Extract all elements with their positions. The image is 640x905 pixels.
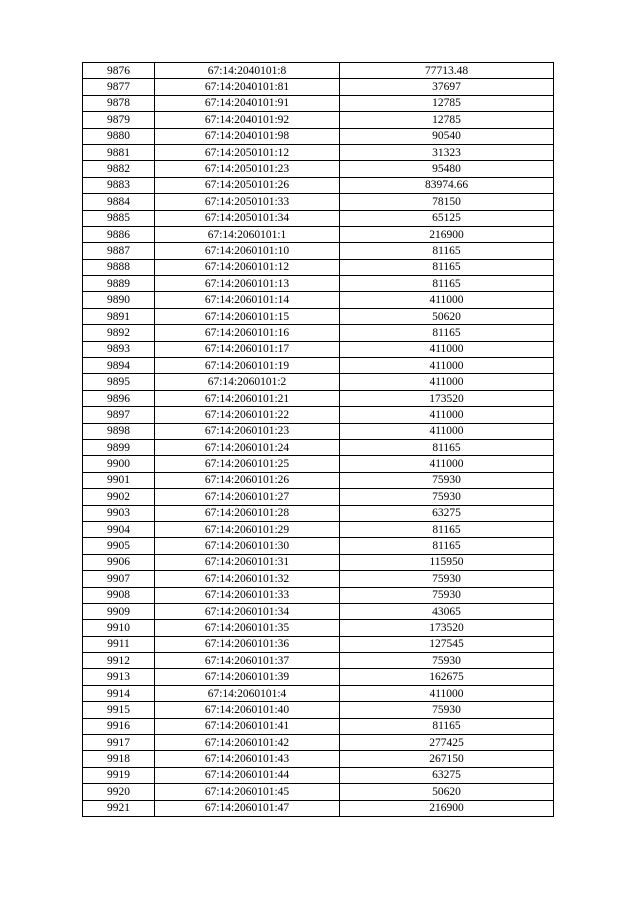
value-cell: 173520 [340, 620, 554, 636]
row-number-cell: 9888 [83, 259, 155, 275]
cadastral-number-cell: 67:14:2060101:40 [155, 702, 340, 718]
table-row [83, 423, 554, 439]
cadastral-number-cell: 67:14:2060101:45 [155, 784, 340, 800]
value-cell: 12785 [340, 95, 554, 111]
table-row [83, 308, 554, 324]
value-cell: 411000 [340, 292, 554, 308]
row-number-cell: 9912 [83, 653, 155, 669]
row-number-cell: 9876 [83, 63, 155, 79]
row-number-cell: 9877 [83, 79, 155, 95]
value-cell: 63275 [340, 505, 554, 521]
value-cell: 411000 [340, 423, 554, 439]
cadastral-number-cell: 67:14:2060101:22 [155, 407, 340, 423]
cadastral-value-table [82, 62, 554, 817]
value-cell: 77713.48 [340, 63, 554, 79]
value-cell: 162675 [340, 669, 554, 685]
table-row [83, 636, 554, 652]
table-row [83, 603, 554, 619]
row-number-cell: 9901 [83, 472, 155, 488]
row-number-cell: 9890 [83, 292, 155, 308]
cadastral-number-cell: 67:14:2060101:28 [155, 505, 340, 521]
cadastral-number-cell: 67:14:2040101:98 [155, 128, 340, 144]
table-row [83, 669, 554, 685]
cadastral-number-cell: 67:14:2060101:41 [155, 718, 340, 734]
row-number-cell: 9908 [83, 587, 155, 603]
row-number-cell: 9889 [83, 276, 155, 292]
cadastral-number-cell: 67:14:2060101:37 [155, 653, 340, 669]
row-number-cell: 9896 [83, 390, 155, 406]
table-row [83, 144, 554, 160]
row-number-cell: 9898 [83, 423, 155, 439]
value-cell: 75930 [340, 472, 554, 488]
table-row [83, 702, 554, 718]
cadastral-number-cell: 67:14:2060101:31 [155, 554, 340, 570]
cadastral-number-cell: 67:14:2060101:24 [155, 439, 340, 455]
table-row [83, 718, 554, 734]
table-row [83, 243, 554, 259]
table-row [83, 341, 554, 357]
row-number-cell: 9879 [83, 112, 155, 128]
cadastral-number-cell: 67:14:2040101:91 [155, 95, 340, 111]
row-number-cell: 9905 [83, 538, 155, 554]
table-row [83, 292, 554, 308]
cadastral-number-cell: 67:14:2060101:35 [155, 620, 340, 636]
cadastral-number-cell: 67:14:2050101:12 [155, 144, 340, 160]
table-row [83, 456, 554, 472]
cadastral-number-cell: 67:14:2060101:27 [155, 489, 340, 505]
table-row [83, 554, 554, 570]
cadastral-number-cell: 67:14:2060101:29 [155, 521, 340, 537]
table-row [83, 194, 554, 210]
table-row [83, 276, 554, 292]
row-number-cell: 9894 [83, 358, 155, 374]
value-cell: 81165 [340, 325, 554, 341]
table-row [83, 800, 554, 816]
table-row [83, 325, 554, 341]
value-cell: 216900 [340, 226, 554, 242]
table-row [83, 571, 554, 587]
value-cell: 83974.66 [340, 177, 554, 193]
cadastral-number-cell: 67:14:2050101:33 [155, 194, 340, 210]
row-number-cell: 9903 [83, 505, 155, 521]
row-number-cell: 9893 [83, 341, 155, 357]
row-number-cell: 9909 [83, 603, 155, 619]
table-row [83, 390, 554, 406]
value-cell: 78150 [340, 194, 554, 210]
cadastral-number-cell: 67:14:2060101:23 [155, 423, 340, 439]
cadastral-number-cell: 67:14:2060101:33 [155, 587, 340, 603]
table-row [83, 685, 554, 701]
cadastral-number-cell: 67:14:2040101:81 [155, 79, 340, 95]
cadastral-number-cell: 67:14:2060101:44 [155, 767, 340, 783]
table-row [83, 358, 554, 374]
row-number-cell: 9911 [83, 636, 155, 652]
table-row [83, 620, 554, 636]
value-cell: 75930 [340, 587, 554, 603]
cadastral-number-cell: 67:14:2060101:21 [155, 390, 340, 406]
table-row [83, 538, 554, 554]
row-number-cell: 9884 [83, 194, 155, 210]
cadastral-number-cell: 67:14:2060101:10 [155, 243, 340, 259]
cadastral-number-cell: 67:14:2060101:2 [155, 374, 340, 390]
value-cell: 50620 [340, 784, 554, 800]
table-row [83, 79, 554, 95]
table-row [83, 735, 554, 751]
row-number-cell: 9921 [83, 800, 155, 816]
row-number-cell: 9919 [83, 767, 155, 783]
cadastral-number-cell: 67:14:2040101:8 [155, 63, 340, 79]
row-number-cell: 9920 [83, 784, 155, 800]
cadastral-number-cell: 67:14:2050101:34 [155, 210, 340, 226]
value-cell: 75930 [340, 489, 554, 505]
cadastral-number-cell: 67:14:2050101:23 [155, 161, 340, 177]
table-row [83, 653, 554, 669]
value-cell: 267150 [340, 751, 554, 767]
table-row [83, 259, 554, 275]
cadastral-number-cell: 67:14:2060101:25 [155, 456, 340, 472]
row-number-cell: 9899 [83, 439, 155, 455]
value-cell: 65125 [340, 210, 554, 226]
value-cell: 127545 [340, 636, 554, 652]
table-row [83, 489, 554, 505]
table-row [83, 226, 554, 242]
table-row [83, 439, 554, 455]
table-row [83, 95, 554, 111]
cadastral-number-cell: 67:14:2060101:12 [155, 259, 340, 275]
value-cell: 31323 [340, 144, 554, 160]
table-row [83, 751, 554, 767]
row-number-cell: 9895 [83, 374, 155, 390]
cadastral-number-cell: 67:14:2060101:34 [155, 603, 340, 619]
value-cell: 411000 [340, 341, 554, 357]
value-cell: 277425 [340, 735, 554, 751]
row-number-cell: 9892 [83, 325, 155, 341]
value-cell: 216900 [340, 800, 554, 816]
table-row [83, 128, 554, 144]
cadastral-number-cell: 67:14:2060101:43 [155, 751, 340, 767]
value-cell: 43065 [340, 603, 554, 619]
value-cell: 37697 [340, 79, 554, 95]
row-number-cell: 9904 [83, 521, 155, 537]
row-number-cell: 9915 [83, 702, 155, 718]
table-row [83, 505, 554, 521]
cadastral-number-cell: 67:14:2060101:17 [155, 341, 340, 357]
cadastral-number-cell: 67:14:2060101:13 [155, 276, 340, 292]
value-cell: 411000 [340, 456, 554, 472]
cadastral-number-cell: 67:14:2060101:4 [155, 685, 340, 701]
row-number-cell: 9914 [83, 685, 155, 701]
value-cell: 90540 [340, 128, 554, 144]
value-cell: 411000 [340, 407, 554, 423]
table-row [83, 374, 554, 390]
row-number-cell: 9886 [83, 226, 155, 242]
value-cell: 81165 [340, 243, 554, 259]
value-cell: 12785 [340, 112, 554, 128]
cadastral-number-cell: 67:14:2050101:26 [155, 177, 340, 193]
row-number-cell: 9887 [83, 243, 155, 259]
row-number-cell: 9880 [83, 128, 155, 144]
table-row [83, 112, 554, 128]
row-number-cell: 9910 [83, 620, 155, 636]
value-cell: 81165 [340, 538, 554, 554]
row-number-cell: 9885 [83, 210, 155, 226]
table-row [83, 210, 554, 226]
row-number-cell: 9891 [83, 308, 155, 324]
cadastral-number-cell: 67:14:2060101:39 [155, 669, 340, 685]
cadastral-number-cell: 67:14:2060101:30 [155, 538, 340, 554]
cadastral-number-cell: 67:14:2040101:92 [155, 112, 340, 128]
row-number-cell: 9916 [83, 718, 155, 734]
row-number-cell: 9918 [83, 751, 155, 767]
row-number-cell: 9881 [83, 144, 155, 160]
value-cell: 75930 [340, 571, 554, 587]
table-row [83, 521, 554, 537]
value-cell: 63275 [340, 767, 554, 783]
row-number-cell: 9907 [83, 571, 155, 587]
table-row [83, 407, 554, 423]
table-row [83, 472, 554, 488]
row-number-cell: 9902 [83, 489, 155, 505]
cadastral-number-cell: 67:14:2060101:15 [155, 308, 340, 324]
table-row [83, 161, 554, 177]
value-cell: 81165 [340, 718, 554, 734]
cadastral-number-cell: 67:14:2060101:1 [155, 226, 340, 242]
row-number-cell: 9883 [83, 177, 155, 193]
cadastral-number-cell: 67:14:2060101:26 [155, 472, 340, 488]
cadastral-number-cell: 67:14:2060101:32 [155, 571, 340, 587]
cadastral-number-cell: 67:14:2060101:47 [155, 800, 340, 816]
value-cell: 81165 [340, 439, 554, 455]
value-cell: 173520 [340, 390, 554, 406]
value-cell: 411000 [340, 358, 554, 374]
table-row [83, 784, 554, 800]
value-cell: 81165 [340, 276, 554, 292]
value-cell: 75930 [340, 702, 554, 718]
value-cell: 115950 [340, 554, 554, 570]
value-cell: 411000 [340, 685, 554, 701]
cadastral-number-cell: 67:14:2060101:36 [155, 636, 340, 652]
row-number-cell: 9906 [83, 554, 155, 570]
row-number-cell: 9897 [83, 407, 155, 423]
value-cell: 411000 [340, 374, 554, 390]
row-number-cell: 9882 [83, 161, 155, 177]
value-cell: 75930 [340, 653, 554, 669]
table-body [83, 63, 554, 817]
table-row [83, 587, 554, 603]
row-number-cell: 9913 [83, 669, 155, 685]
value-cell: 95480 [340, 161, 554, 177]
row-number-cell: 9878 [83, 95, 155, 111]
cadastral-number-cell: 67:14:2060101:42 [155, 735, 340, 751]
row-number-cell: 9917 [83, 735, 155, 751]
cadastral-number-cell: 67:14:2060101:19 [155, 358, 340, 374]
value-cell: 81165 [340, 521, 554, 537]
value-cell: 50620 [340, 308, 554, 324]
value-cell: 81165 [340, 259, 554, 275]
row-number-cell: 9900 [83, 456, 155, 472]
table-row [83, 767, 554, 783]
cadastral-number-cell: 67:14:2060101:14 [155, 292, 340, 308]
table-row [83, 177, 554, 193]
cadastral-number-cell: 67:14:2060101:16 [155, 325, 340, 341]
table-row [83, 63, 554, 79]
